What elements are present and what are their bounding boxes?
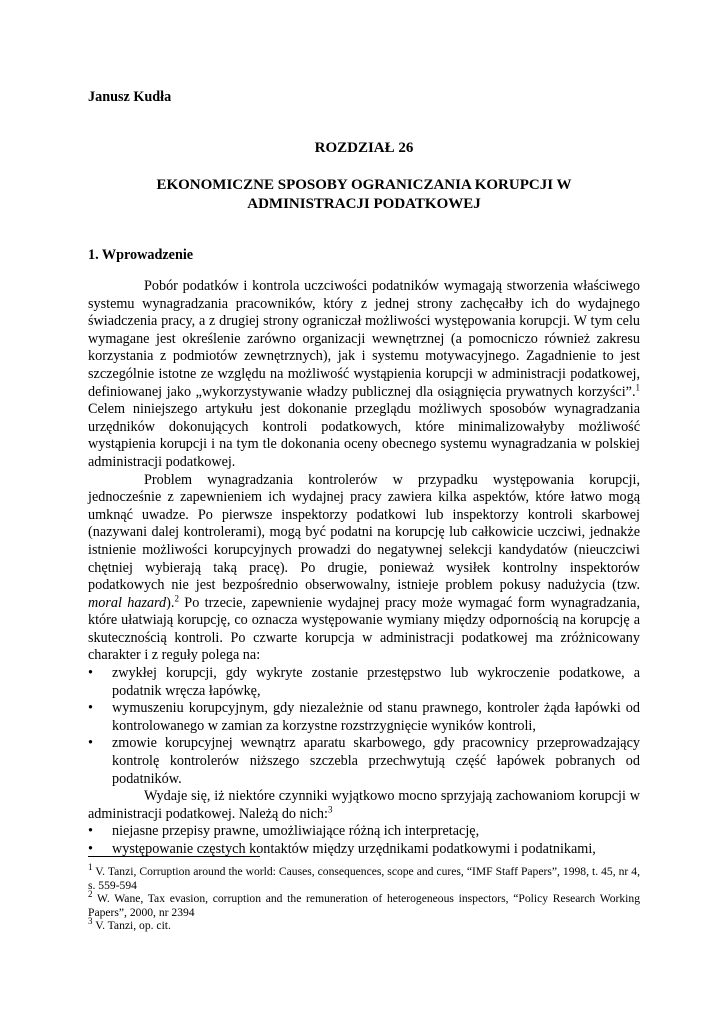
footnote-ref-3[interactable]: 3	[327, 804, 333, 815]
list-item-text: zwykłej korupcji, gdy wykryte zostanie przestępstwo lub wykroczenie podatkowe, a podatnik wręcza łapówkę,	[112, 665, 640, 699]
bullet-icon: •	[88, 823, 93, 840]
bullet-list-2	[88, 823, 640, 858]
paragraph-2	[88, 472, 640, 666]
footnote-divider	[88, 856, 260, 857]
paragraph-2-text-c: Po trzecie, zapewnienie wydajnej pracy może wymagać form wynagradzania, które ułatwiają korupcję, co oznacza występowanie wymiany między odpornością na korupcję a skutecznością kontroli. Po czwarte korupcja w administracji podatkowej ma zróżnicowany charakter i z reguły polega na:	[88, 594, 640, 664]
paragraph-1-text-b: Celem niniejszego artykułu jest dokonanie przeglądu możliwych sposobów wynagradzania urzędników dokonujących kontroli podatkowych, które minimalizowałyby możliwość wystąpienia korupcji i na tym tle dokonania oceny obecnego systemu wynagradzania w polskiej administracji podatkowej.	[88, 401, 640, 470]
section-heading: 1. Wprowadzenie	[88, 247, 194, 263]
footnote-ref-1[interactable]: 1	[635, 381, 640, 392]
footnote-ref-2[interactable]: 2	[174, 592, 179, 603]
footnotes	[88, 862, 640, 933]
paragraph-2-text-b: ).	[166, 594, 175, 611]
paragraph-2-italic: moral hazard	[88, 594, 167, 611]
chapter-title-line-2: ADMINISTRACJI PODATKOWEJ	[247, 196, 481, 212]
paragraph-3	[88, 788, 640, 823]
paragraph-3-text: Wydaje się, iż niektóre czynniki wyjątkowo mocno sprzyjają zachowaniom korupcji w administracji podatkowej. Należą do nich:	[88, 788, 640, 822]
body-text	[88, 278, 640, 859]
footnote-3	[88, 916, 640, 933]
list-item-text: występowanie częstych kontaktów między urzędnikami podatkowymi i podatnikami,	[112, 841, 596, 857]
bullet-icon: •	[88, 841, 93, 857]
list-item	[88, 735, 640, 788]
footnote-mark: 2	[88, 889, 93, 900]
list-item	[88, 665, 640, 700]
footnote-text: V. Tanzi, op. cit.	[92, 919, 171, 933]
footnote-1	[88, 862, 640, 892]
paragraph-2-text-a: Problem wynagradzania kontrolerów w przypadku występowania korupcji, jednocześnie z zapewnieniem ich wydajnej pracy zawiera kilka aspektów, które łatwo mogą umknąć uwadze. Po pierwsze inspektorzy podatkowi lub inspektorzy kontroli skarbowej (nazywani dalej kontrolerami), mogą być podatni na korupcję lub całkowicie uczciwi, jednakże istnienie możliwości korupcyjnych prowadzi do negatywnej selekcji kandydatów (nieuczciwi chętniej wybierają taką pracę). Po drugie, ponieważ wysiłek kontrolny inspektorów podatkowych nie jest bezpośrednio obserwowalny, istnieje problem pokusy nadużycia (tzw.	[88, 471, 640, 594]
bullet-list-1	[88, 665, 640, 788]
footnote-text: W. Wane, Tax evasion, corruption and the remuneration of heterogeneous inspectors, “Policy Research Working Papers”, 2000, nr 2394	[88, 892, 640, 919]
list-item-text: wymuszeniu korupcyjnym, gdy niezależnie od stanu prawnego, kontroler żąda łapówki od kontrolowanego w zamian za korzystne rozstrzygnięcie wyników kontroli,	[112, 700, 640, 734]
list-item	[88, 823, 640, 841]
list-item-text: zmowie korupcyjnej wewnątrz aparatu skarbowego, gdy pracownicy przeprowadzający kontrolę kontrolerów niższego szczebla przechwytują część łapówek pobranych od podatników.	[112, 735, 640, 787]
chapter-heading: ROZDZIAŁ 26	[314, 140, 414, 156]
footnote-text: V. Tanzi, Corruption around the world: Causes, consequences, scope and cures, “IMF Staff Papers”, 1998, t. 45, nr 4, s. 559-594	[88, 865, 640, 892]
footnote-mark: 1	[88, 862, 93, 873]
footnote-2	[88, 889, 640, 919]
bullet-icon: •	[88, 665, 93, 682]
chapter-title	[88, 176, 640, 214]
list-item	[88, 700, 640, 735]
footnote-mark: 3	[88, 916, 93, 927]
paragraph-1	[88, 278, 640, 472]
chapter-title-line-1: EKONOMICZNE SPOSOBY OGRANICZANIA KORUPCJI W	[156, 177, 572, 193]
list-item-text: niejasne przepisy prawne, umożliwiające różną ich interpretację,	[112, 823, 480, 840]
author-name: Janusz Kudła	[88, 89, 172, 105]
bullet-icon: •	[88, 735, 93, 752]
bullet-icon: •	[88, 700, 93, 717]
paragraph-1-text-a: Pobór podatków i kontrola uczciwości podatników wymagają stworzenia właściwego systemu wynagradzania pracowników, który z jednej strony zachęcałby ich do wydajnego świadczenia pracy, a z drugiej strony ograniczał możliwości występowania korupcji. W tym celu wymagane jest określenie zarówno organizacji wewnętrznej (a pomocniczo również zakresu korzystania z podmiotów zewnętrznych), jak i systemu motywacyjnego. Zagadnienie to jest szczególnie istotne ze względu na możliwość wystąpienia korupcji w administracji podatkowej, definiowanej jako „wykorzystywanie władzy publicznej dla osiągnięcia prywatnych korzyści”.	[88, 278, 640, 400]
